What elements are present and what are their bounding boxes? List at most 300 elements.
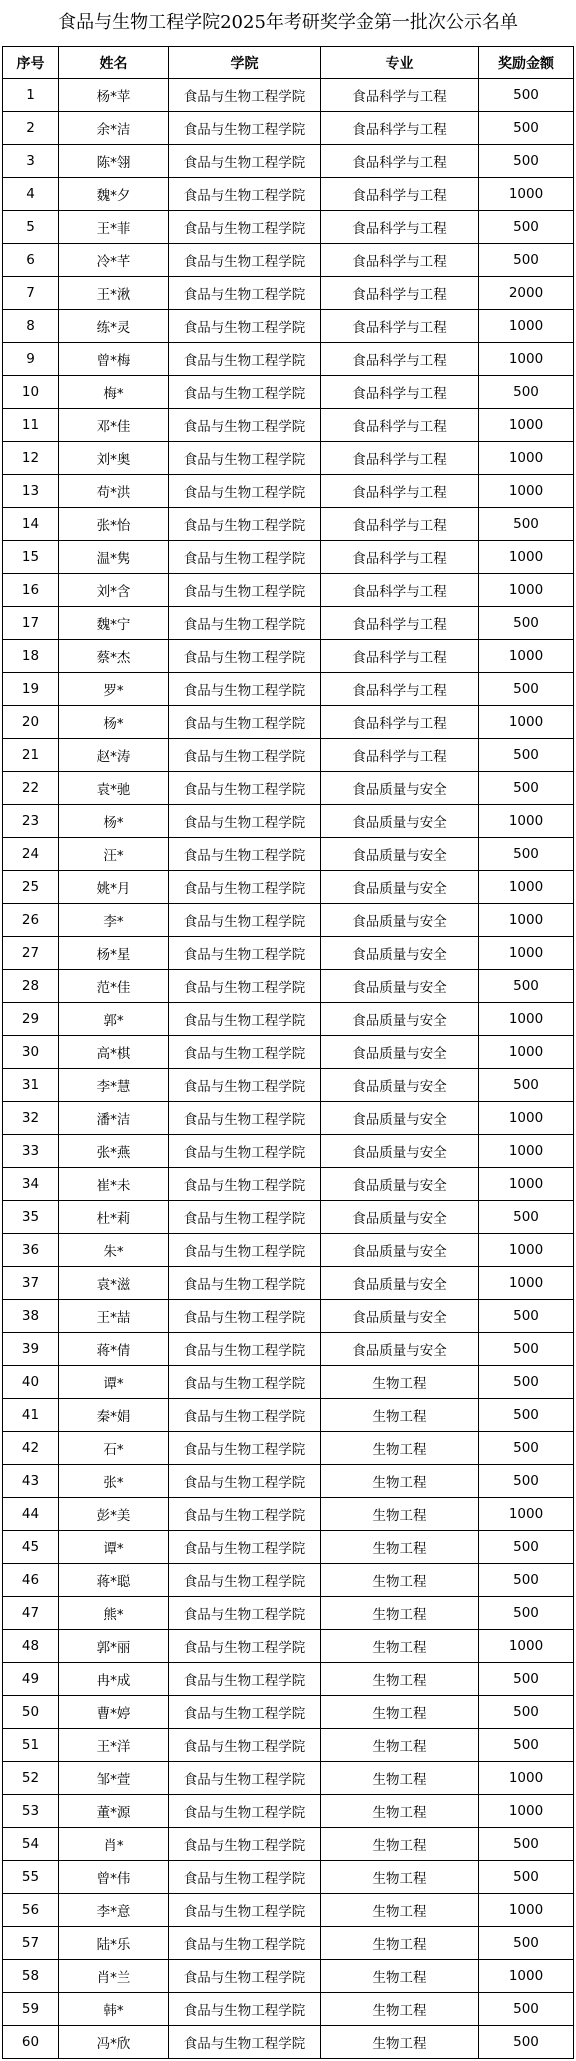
cell-college: 食品与生物工程学院 (169, 475, 321, 508)
cell-college: 食品与生物工程学院 (169, 1927, 321, 1960)
cell-college: 食品与生物工程学院 (169, 1729, 321, 1762)
cell-major: 生物工程 (321, 2026, 479, 2059)
cell-major: 食品质量与安全 (321, 1300, 479, 1333)
cell-amount: 500 (479, 211, 574, 244)
cell-name: 肖* (59, 1828, 169, 1861)
cell-major: 食品质量与安全 (321, 937, 479, 970)
cell-major: 食品科学与工程 (321, 574, 479, 607)
cell-no: 22 (3, 772, 59, 805)
cell-college: 食品与生物工程学院 (169, 838, 321, 871)
cell-name: 熊* (59, 1597, 169, 1630)
cell-amount: 1000 (479, 1234, 574, 1267)
cell-no: 20 (3, 706, 59, 739)
cell-major: 食品质量与安全 (321, 1201, 479, 1234)
cell-name: 刘*含 (59, 574, 169, 607)
table-row (3, 1300, 574, 1333)
scholarship-table (2, 46, 574, 2059)
cell-college: 食品与生物工程学院 (169, 1960, 321, 1993)
cell-major: 生物工程 (321, 1663, 479, 1696)
cell-college: 食品与生物工程学院 (169, 1696, 321, 1729)
cell-name: 谭* (59, 1366, 169, 1399)
cell-no: 57 (3, 1927, 59, 1960)
table-row (3, 772, 574, 805)
table-row (3, 1366, 574, 1399)
cell-no: 45 (3, 1531, 59, 1564)
cell-no: 38 (3, 1300, 59, 1333)
column-header-no: 序号 (3, 47, 59, 79)
cell-name: 董*源 (59, 1795, 169, 1828)
cell-no: 33 (3, 1135, 59, 1168)
cell-college: 食品与生物工程学院 (169, 1663, 321, 1696)
cell-name: 梅* (59, 376, 169, 409)
cell-major: 食品质量与安全 (321, 805, 479, 838)
cell-no: 55 (3, 1861, 59, 1894)
cell-major: 食品科学与工程 (321, 607, 479, 640)
cell-no: 56 (3, 1894, 59, 1927)
table-row (3, 508, 574, 541)
cell-name: 温*隽 (59, 541, 169, 574)
cell-no: 47 (3, 1597, 59, 1630)
table-row (3, 1696, 574, 1729)
table-row (3, 1135, 574, 1168)
table-row (3, 970, 574, 1003)
table-row (3, 904, 574, 937)
table-row (3, 673, 574, 706)
cell-college: 食品与生物工程学院 (169, 145, 321, 178)
cell-major: 食品科学与工程 (321, 310, 479, 343)
table-row (3, 1762, 574, 1795)
cell-amount: 1000 (479, 1630, 574, 1663)
cell-no: 19 (3, 673, 59, 706)
cell-amount: 2000 (479, 277, 574, 310)
table-row (3, 244, 574, 277)
cell-amount: 1000 (479, 937, 574, 970)
cell-college: 食品与生物工程学院 (169, 178, 321, 211)
cell-major: 食品科学与工程 (321, 178, 479, 211)
cell-no: 14 (3, 508, 59, 541)
cell-no: 5 (3, 211, 59, 244)
cell-amount: 500 (479, 376, 574, 409)
cell-amount: 1000 (479, 1003, 574, 1036)
cell-amount: 500 (479, 1861, 574, 1894)
cell-amount: 1000 (479, 805, 574, 838)
cell-major: 食品质量与安全 (321, 1333, 479, 1366)
cell-name: 邓*佳 (59, 409, 169, 442)
cell-major: 生物工程 (321, 1960, 479, 1993)
cell-no: 12 (3, 442, 59, 475)
cell-name: 曾*梅 (59, 343, 169, 376)
table-row (3, 1828, 574, 1861)
cell-amount: 500 (479, 79, 574, 112)
table-row (3, 475, 574, 508)
cell-college: 食品与生物工程学院 (169, 772, 321, 805)
cell-name: 潘*洁 (59, 1102, 169, 1135)
cell-no: 54 (3, 1828, 59, 1861)
cell-no: 31 (3, 1069, 59, 1102)
cell-amount: 1000 (479, 1960, 574, 1993)
cell-amount: 500 (479, 1663, 574, 1696)
cell-major: 生物工程 (321, 1828, 479, 1861)
cell-amount: 500 (479, 1300, 574, 1333)
cell-college: 食品与生物工程学院 (169, 1234, 321, 1267)
cell-amount: 500 (479, 1993, 574, 2026)
cell-no: 24 (3, 838, 59, 871)
cell-college: 食品与生物工程学院 (169, 244, 321, 277)
cell-major: 生物工程 (321, 1366, 479, 1399)
cell-no: 27 (3, 937, 59, 970)
table-row (3, 211, 574, 244)
cell-amount: 1000 (479, 871, 574, 904)
cell-name: 范*佳 (59, 970, 169, 1003)
cell-name: 陈*翎 (59, 145, 169, 178)
cell-amount: 500 (479, 1696, 574, 1729)
cell-amount: 1000 (479, 1795, 574, 1828)
cell-name: 彭*美 (59, 1498, 169, 1531)
cell-major: 生物工程 (321, 1729, 479, 1762)
cell-no: 3 (3, 145, 59, 178)
cell-no: 40 (3, 1366, 59, 1399)
cell-major: 生物工程 (321, 1993, 479, 2026)
cell-name: 李* (59, 904, 169, 937)
cell-major: 生物工程 (321, 1696, 479, 1729)
cell-college: 食品与生物工程学院 (169, 904, 321, 937)
table-row (3, 442, 574, 475)
table-row (3, 607, 574, 640)
cell-amount: 500 (479, 1201, 574, 1234)
cell-name: 李*意 (59, 1894, 169, 1927)
cell-college: 食品与生物工程学院 (169, 739, 321, 772)
cell-college: 食品与生物工程学院 (169, 1630, 321, 1663)
cell-name: 刘*奥 (59, 442, 169, 475)
page-title: 食品与生物工程学院2025年考研奖学金第一批次公示名单 (58, 12, 518, 33)
cell-major: 食品质量与安全 (321, 1003, 479, 1036)
cell-major: 生物工程 (321, 1498, 479, 1531)
cell-no: 26 (3, 904, 59, 937)
table-row (3, 1993, 574, 2026)
cell-major: 食品科学与工程 (321, 112, 479, 145)
cell-major: 生物工程 (321, 1894, 479, 1927)
cell-major: 食品科学与工程 (321, 145, 479, 178)
cell-major: 食品科学与工程 (321, 442, 479, 475)
cell-no: 34 (3, 1168, 59, 1201)
cell-name: 谭* (59, 1531, 169, 1564)
table-row (3, 1927, 574, 1960)
cell-no: 59 (3, 1993, 59, 2026)
cell-no: 32 (3, 1102, 59, 1135)
cell-major: 食品质量与安全 (321, 1036, 479, 1069)
cell-no: 46 (3, 1564, 59, 1597)
cell-no: 41 (3, 1399, 59, 1432)
cell-major: 食品质量与安全 (321, 1102, 479, 1135)
table-row (3, 1894, 574, 1927)
cell-amount: 500 (479, 739, 574, 772)
cell-major: 食品质量与安全 (321, 1234, 479, 1267)
cell-name: 杨*苹 (59, 79, 169, 112)
table-row (3, 112, 574, 145)
cell-college: 食品与生物工程学院 (169, 640, 321, 673)
cell-no: 50 (3, 1696, 59, 1729)
cell-no: 58 (3, 1960, 59, 1993)
cell-amount: 1000 (479, 1168, 574, 1201)
table-row (3, 1498, 574, 1531)
cell-amount: 1000 (479, 343, 574, 376)
table-row (3, 1795, 574, 1828)
cell-major: 食品质量与安全 (321, 1267, 479, 1300)
cell-name: 练*灵 (59, 310, 169, 343)
cell-amount: 500 (479, 970, 574, 1003)
cell-college: 食品与生物工程学院 (169, 1564, 321, 1597)
cell-amount: 1000 (479, 1036, 574, 1069)
cell-college: 食品与生物工程学院 (169, 1333, 321, 1366)
cell-college: 食品与生物工程学院 (169, 442, 321, 475)
cell-no: 29 (3, 1003, 59, 1036)
cell-name: 蒋*倩 (59, 1333, 169, 1366)
cell-name: 张* (59, 1465, 169, 1498)
cell-no: 15 (3, 541, 59, 574)
cell-name: 杜*莉 (59, 1201, 169, 1234)
table-row (3, 1399, 574, 1432)
cell-amount: 1000 (479, 1498, 574, 1531)
cell-college: 食品与生物工程学院 (169, 1993, 321, 2026)
cell-major: 生物工程 (321, 1531, 479, 1564)
cell-name: 张*燕 (59, 1135, 169, 1168)
table-row (3, 1234, 574, 1267)
cell-no: 53 (3, 1795, 59, 1828)
cell-amount: 500 (479, 772, 574, 805)
cell-major: 生物工程 (321, 1399, 479, 1432)
cell-no: 30 (3, 1036, 59, 1069)
cell-major: 食品科学与工程 (321, 640, 479, 673)
table-row (3, 178, 574, 211)
column-header-college: 学院 (169, 47, 321, 79)
table-row (3, 1102, 574, 1135)
cell-major: 生物工程 (321, 1795, 479, 1828)
table-row (3, 1663, 574, 1696)
cell-college: 食品与生物工程学院 (169, 310, 321, 343)
table-row (3, 2026, 574, 2059)
cell-major: 生物工程 (321, 1762, 479, 1795)
cell-college: 食品与生物工程学院 (169, 409, 321, 442)
cell-no: 2 (3, 112, 59, 145)
table-row (3, 1564, 574, 1597)
cell-name: 赵*涛 (59, 739, 169, 772)
table-row (3, 1201, 574, 1234)
cell-name: 曹*婷 (59, 1696, 169, 1729)
cell-no: 17 (3, 607, 59, 640)
cell-amount: 500 (479, 1729, 574, 1762)
cell-name: 郭*丽 (59, 1630, 169, 1663)
cell-major: 生物工程 (321, 1927, 479, 1960)
cell-no: 16 (3, 574, 59, 607)
cell-amount: 1000 (479, 1894, 574, 1927)
cell-college: 食品与生物工程学院 (169, 574, 321, 607)
column-header-major: 专业 (321, 47, 479, 79)
cell-name: 杨* (59, 805, 169, 838)
table-row (3, 1729, 574, 1762)
cell-college: 食品与生物工程学院 (169, 607, 321, 640)
cell-amount: 1000 (479, 310, 574, 343)
cell-no: 51 (3, 1729, 59, 1762)
column-header-name: 姓名 (59, 47, 169, 79)
cell-college: 食品与生物工程学院 (169, 541, 321, 574)
cell-name: 魏*宁 (59, 607, 169, 640)
cell-name: 张*怡 (59, 508, 169, 541)
table-row (3, 343, 574, 376)
cell-name: 杨* (59, 706, 169, 739)
table-row (3, 79, 574, 112)
cell-no: 6 (3, 244, 59, 277)
cell-major: 食品科学与工程 (321, 343, 479, 376)
cell-college: 食品与生物工程学院 (169, 343, 321, 376)
cell-major: 食品科学与工程 (321, 508, 479, 541)
cell-name: 杨*星 (59, 937, 169, 970)
cell-no: 49 (3, 1663, 59, 1696)
table-row (3, 1333, 574, 1366)
cell-major: 食品科学与工程 (321, 541, 479, 574)
cell-name: 陆*乐 (59, 1927, 169, 1960)
cell-college: 食品与生物工程学院 (169, 1003, 321, 1036)
cell-major: 食品质量与安全 (321, 871, 479, 904)
cell-name: 石* (59, 1432, 169, 1465)
cell-major: 食品科学与工程 (321, 376, 479, 409)
cell-major: 生物工程 (321, 1597, 479, 1630)
table-row (3, 1003, 574, 1036)
table-row (3, 1069, 574, 1102)
cell-no: 13 (3, 475, 59, 508)
table-body (3, 79, 574, 2059)
cell-amount: 1000 (479, 1762, 574, 1795)
cell-name: 王*菲 (59, 211, 169, 244)
cell-major: 生物工程 (321, 1861, 479, 1894)
cell-major: 生物工程 (321, 1465, 479, 1498)
cell-major: 生物工程 (321, 1630, 479, 1663)
cell-no: 42 (3, 1432, 59, 1465)
cell-name: 朱* (59, 1234, 169, 1267)
cell-name: 汪* (59, 838, 169, 871)
cell-major: 食品质量与安全 (321, 772, 479, 805)
cell-no: 21 (3, 739, 59, 772)
cell-name: 韩* (59, 1993, 169, 2026)
cell-amount: 500 (479, 2026, 574, 2059)
cell-name: 姚*月 (59, 871, 169, 904)
cell-name: 李*慧 (59, 1069, 169, 1102)
cell-college: 食品与生物工程学院 (169, 1168, 321, 1201)
cell-no: 1 (3, 79, 59, 112)
cell-college: 食品与生物工程学院 (169, 970, 321, 1003)
cell-amount: 500 (479, 1597, 574, 1630)
cell-no: 23 (3, 805, 59, 838)
cell-major: 食品质量与安全 (321, 1135, 479, 1168)
cell-college: 食品与生物工程学院 (169, 1597, 321, 1630)
cell-college: 食品与生物工程学院 (169, 1201, 321, 1234)
cell-name: 崔*未 (59, 1168, 169, 1201)
table-row (3, 1960, 574, 1993)
column-header-amount: 奖励金额 (479, 47, 574, 79)
table-row (3, 871, 574, 904)
table-row (3, 805, 574, 838)
cell-no: 25 (3, 871, 59, 904)
cell-college: 食品与生物工程学院 (169, 1465, 321, 1498)
cell-amount: 500 (479, 145, 574, 178)
cell-no: 18 (3, 640, 59, 673)
cell-no: 4 (3, 178, 59, 211)
cell-major: 食品科学与工程 (321, 79, 479, 112)
cell-college: 食品与生物工程学院 (169, 277, 321, 310)
table-row (3, 1432, 574, 1465)
cell-amount: 500 (479, 673, 574, 706)
table-row (3, 574, 574, 607)
cell-college: 食品与生物工程学院 (169, 1102, 321, 1135)
cell-college: 食品与生物工程学院 (169, 112, 321, 145)
cell-college: 食品与生物工程学院 (169, 1828, 321, 1861)
cell-major: 食品科学与工程 (321, 244, 479, 277)
cell-amount: 500 (479, 244, 574, 277)
table-row (3, 640, 574, 673)
cell-college: 食品与生物工程学院 (169, 1762, 321, 1795)
cell-college: 食品与生物工程学院 (169, 211, 321, 244)
cell-no: 35 (3, 1201, 59, 1234)
cell-major: 食品质量与安全 (321, 904, 479, 937)
cell-name: 郭* (59, 1003, 169, 1036)
cell-no: 48 (3, 1630, 59, 1663)
cell-college: 食品与生物工程学院 (169, 79, 321, 112)
cell-name: 王*洋 (59, 1729, 169, 1762)
cell-name: 邹*萱 (59, 1762, 169, 1795)
cell-name: 袁*滋 (59, 1267, 169, 1300)
cell-college: 食品与生物工程学院 (169, 1795, 321, 1828)
cell-college: 食品与生物工程学院 (169, 1069, 321, 1102)
cell-college: 食品与生物工程学院 (169, 1036, 321, 1069)
cell-amount: 1000 (479, 574, 574, 607)
cell-amount: 1000 (479, 1135, 574, 1168)
cell-major: 食品科学与工程 (321, 277, 479, 310)
cell-name: 袁*驰 (59, 772, 169, 805)
cell-name: 王*喆 (59, 1300, 169, 1333)
cell-amount: 1000 (479, 541, 574, 574)
cell-name: 蔡*杰 (59, 640, 169, 673)
cell-amount: 1000 (479, 178, 574, 211)
table-row (3, 1861, 574, 1894)
table-row (3, 1630, 574, 1663)
table-row (3, 1036, 574, 1069)
cell-name: 冉*成 (59, 1663, 169, 1696)
cell-no: 60 (3, 2026, 59, 2059)
cell-amount: 500 (479, 1564, 574, 1597)
table-row (3, 409, 574, 442)
cell-college: 食品与生物工程学院 (169, 1267, 321, 1300)
cell-college: 食品与生物工程学院 (169, 1894, 321, 1927)
cell-major: 食品质量与安全 (321, 970, 479, 1003)
table-row (3, 145, 574, 178)
cell-major: 食品科学与工程 (321, 475, 479, 508)
cell-name: 秦*娟 (59, 1399, 169, 1432)
table-row (3, 1531, 574, 1564)
cell-name: 肖*兰 (59, 1960, 169, 1993)
table-row (3, 1597, 574, 1630)
cell-no: 43 (3, 1465, 59, 1498)
cell-college: 食品与生物工程学院 (169, 1399, 321, 1432)
cell-amount: 1000 (479, 409, 574, 442)
cell-amount: 500 (479, 607, 574, 640)
table-row (3, 1168, 574, 1201)
cell-amount: 500 (479, 1465, 574, 1498)
cell-amount: 1000 (479, 640, 574, 673)
cell-amount: 500 (479, 112, 574, 145)
cell-college: 食品与生物工程学院 (169, 1531, 321, 1564)
cell-college: 食品与生物工程学院 (169, 937, 321, 970)
cell-college: 食品与生物工程学院 (169, 706, 321, 739)
cell-name: 苟*洪 (59, 475, 169, 508)
